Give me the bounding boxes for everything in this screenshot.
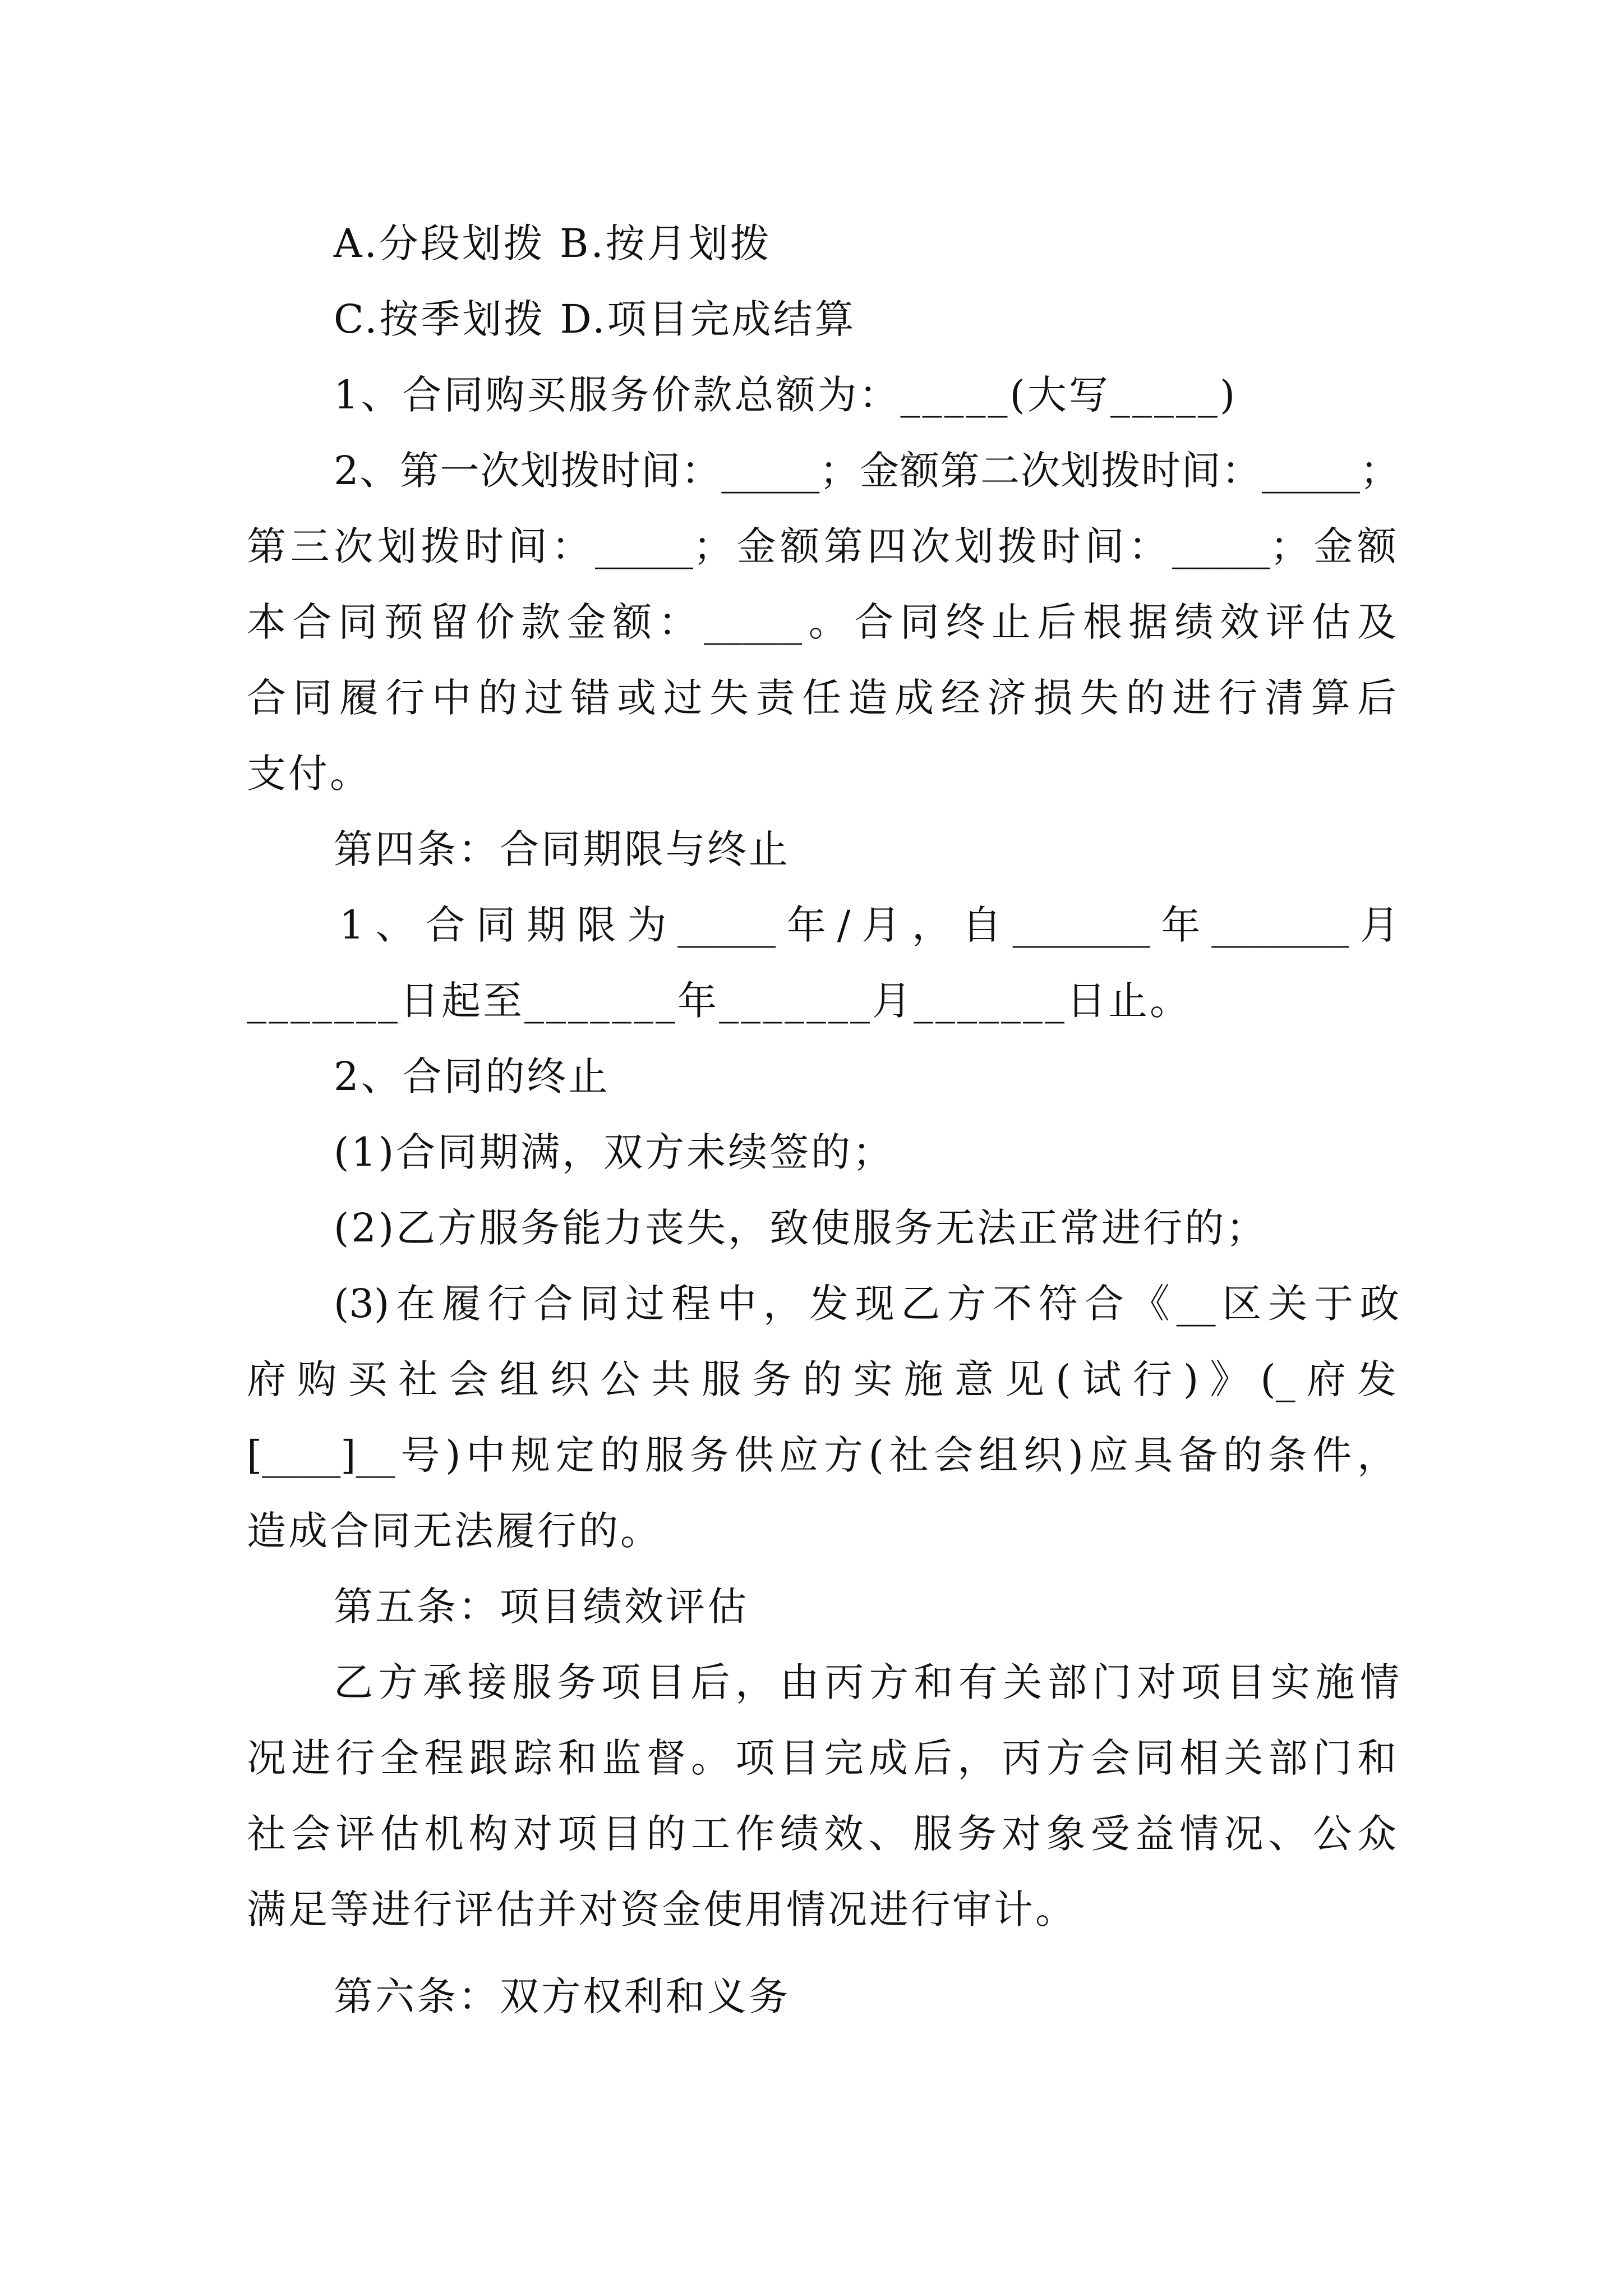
paragraph-line: 造成合同无法履行的。 bbox=[247, 1508, 662, 1554]
article-six-heading: 第六条：双方权利和义务 bbox=[334, 1973, 790, 2019]
paragraph-line: _______日起至_______年_______月_______日止。 bbox=[247, 978, 1191, 1024]
paragraph-line: 社会评估机构对项目的工作绩效、服务对象受益情况、公众 bbox=[247, 1811, 1396, 1857]
clause-termination-heading: 2、合同的终止 bbox=[334, 1053, 610, 1099]
paragraph-line: 合同履行中的过错或过失责任造成经济损失的进行清算后 bbox=[247, 675, 1396, 721]
termination-item-1: (1)合同期满，双方未续签的； bbox=[334, 1129, 895, 1175]
termination-item-2: (2)乙方服务能力丧失，致使服务无法正常进行的； bbox=[334, 1205, 1268, 1251]
paragraph-line: 本合同预留价款金额：_____。合同终止后根据绩效评估及 bbox=[247, 599, 1396, 645]
paragraph-line: 府购买社会组织公共服务的实施意见(试行)》(_府发 bbox=[247, 1356, 1396, 1402]
clause-installments: 2、第一次划拨时间：_____；金额第二次划拨时间：_____； bbox=[334, 448, 1399, 494]
paragraph-line: 支付。 bbox=[247, 751, 371, 797]
article-five-heading: 第五条：项目绩效评估 bbox=[334, 1584, 749, 1630]
evaluation-paragraph: 乙方承接服务项目后，由丙方和有关部门对项目实施情 bbox=[334, 1659, 1399, 1705]
paragraph-line: 满足等进行评估并对资金使用情况进行审计。 bbox=[247, 1887, 1077, 1932]
termination-item-3: (3)在履行合同过程中，发现乙方不符合《__区关于政 bbox=[334, 1281, 1399, 1327]
paragraph-line: 第三次划拨时间：_____；金额第四次划拨时间：_____；金额 bbox=[247, 523, 1396, 569]
article-four-heading: 第四条：合同期限与终止 bbox=[334, 826, 790, 872]
paragraph-line: [____]__号)中规定的服务供应方(社会组织)应具备的条件， bbox=[247, 1432, 1396, 1478]
payment-options-ab: A.分段划拨 B.按月划拨 bbox=[334, 220, 772, 266]
clause-contract-term: 1、合同期限为_____年/月，自_______年_______月 bbox=[339, 902, 1399, 948]
paragraph-line: 况进行全程跟踪和监督。项目完成后，丙方会同相关部门和 bbox=[247, 1735, 1396, 1781]
payment-options-cd: C.按季划拨 D.项目完成结算 bbox=[334, 296, 856, 342]
clause-total-price: 1、合同购买服务价款总额为：_____(大写_____) bbox=[334, 372, 1238, 418]
